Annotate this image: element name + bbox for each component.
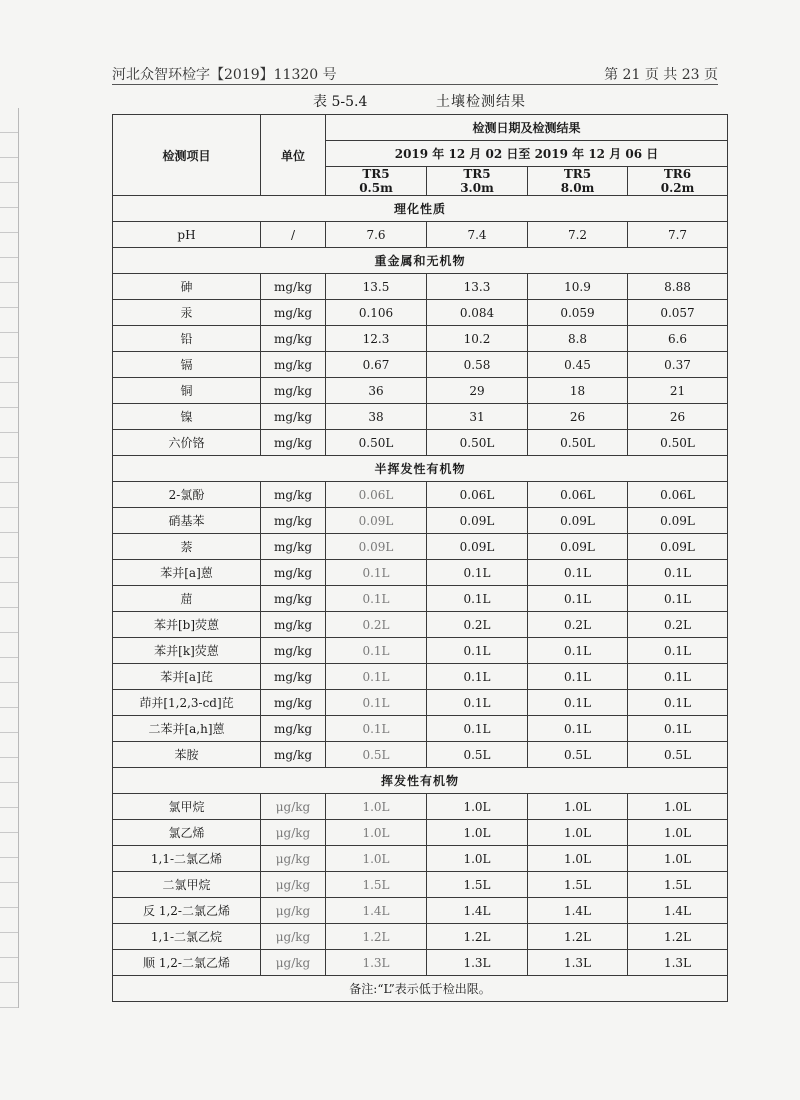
results-table-body	[113, 115, 728, 1002]
value-cell: 0.1L	[326, 690, 427, 716]
unit-cell: mg/kg	[261, 612, 326, 638]
header-row-1	[113, 115, 728, 141]
value-cell: 1.0L	[628, 820, 728, 846]
unit-cell: mg/kg	[261, 638, 326, 664]
value-cell: 36	[326, 378, 427, 404]
page-info: 第 21 页 共 23 页	[604, 67, 718, 83]
unit-cell: mg/kg	[261, 404, 326, 430]
item-cell: 汞	[113, 300, 261, 326]
table-row	[113, 820, 728, 846]
sample-depth: 0.5m	[359, 181, 393, 195]
unit-cell: mg/kg	[261, 300, 326, 326]
table-row	[113, 612, 728, 638]
value-cell: 0.09L	[528, 508, 628, 534]
value-cell: 0.5L	[628, 742, 728, 768]
table-row	[113, 534, 728, 560]
binding-strip	[0, 108, 19, 1008]
value-cell: 0.1L	[326, 638, 427, 664]
item-cell: 镍	[113, 404, 261, 430]
value-cell: 10.9	[528, 274, 628, 300]
value-cell: 1.0L	[528, 820, 628, 846]
table-row	[113, 872, 728, 898]
table-row	[113, 508, 728, 534]
date-range: 2019 年 12 月 02 日至 2019 年 12 月 06 日	[326, 141, 728, 167]
item-cell: pH	[113, 222, 261, 248]
value-cell: 6.6	[628, 326, 728, 352]
value-cell: 1.0L	[326, 846, 427, 872]
item-cell: 茚并[1,2,3-cd]芘	[113, 690, 261, 716]
value-cell: 0.09L	[326, 534, 427, 560]
item-cell: 二氯甲烷	[113, 872, 261, 898]
item-cell: 氯甲烷	[113, 794, 261, 820]
item-cell: 1,1-二氯乙烯	[113, 846, 261, 872]
value-cell: 26	[528, 404, 628, 430]
value-cell: 0.2L	[628, 612, 728, 638]
value-cell: 8.88	[628, 274, 728, 300]
sample-id: TR5	[563, 167, 592, 181]
table-note: 备注:“L”表示低于检出限。	[113, 976, 728, 1002]
value-cell: 0.1L	[427, 716, 528, 742]
value-cell: 1.0L	[427, 794, 528, 820]
sample-depth: 8.0m	[560, 181, 595, 195]
unit-cell: μg/kg	[261, 872, 326, 898]
item-cell: 苯胺	[113, 742, 261, 768]
value-cell: 8.8	[528, 326, 628, 352]
value-cell: 0.09L	[628, 534, 728, 560]
item-cell: 苯并[b]荧蒽	[113, 612, 261, 638]
value-cell: 0.06L	[326, 482, 427, 508]
value-cell: 0.2L	[427, 612, 528, 638]
value-cell: 1.3L	[427, 950, 528, 976]
value-cell: 7.4	[427, 222, 528, 248]
value-cell: 1.5L	[528, 872, 628, 898]
item-cell: 砷	[113, 274, 261, 300]
doc-number: 河北众智环检字【2019】11320 号	[112, 67, 337, 83]
table-row	[113, 690, 728, 716]
section-title: 半挥发性有机物	[113, 456, 728, 482]
value-cell: 0.50L	[528, 430, 628, 456]
value-cell: 1.5L	[628, 872, 728, 898]
value-cell: 1.0L	[528, 846, 628, 872]
value-cell: 0.06L	[427, 482, 528, 508]
sample-id: TR5	[463, 167, 491, 181]
value-cell: 1.5L	[427, 872, 528, 898]
unit-cell: mg/kg	[261, 378, 326, 404]
unit-cell: μg/kg	[261, 820, 326, 846]
value-cell: 0.58	[427, 352, 528, 378]
value-cell: 0.084	[427, 300, 528, 326]
value-cell: 0.1L	[427, 560, 528, 586]
value-cell: 0.06L	[528, 482, 628, 508]
value-cell: 1.0L	[326, 794, 427, 820]
value-cell: 1.2L	[628, 924, 728, 950]
value-cell: 13.3	[427, 274, 528, 300]
value-cell: 0.09L	[427, 534, 528, 560]
value-cell: 0.09L	[628, 508, 728, 534]
unit-cell: μg/kg	[261, 924, 326, 950]
sample-header	[326, 167, 427, 196]
value-cell: 0.1L	[628, 690, 728, 716]
table-row	[113, 482, 728, 508]
item-cell: 萘	[113, 534, 261, 560]
col-item-header: 检测项目	[113, 115, 261, 196]
value-cell: 29	[427, 378, 528, 404]
unit-cell: mg/kg	[261, 586, 326, 612]
value-cell: 0.09L	[528, 534, 628, 560]
value-cell: 0.5L	[528, 742, 628, 768]
section-title: 理化性质	[113, 196, 728, 222]
value-cell: 0.45	[528, 352, 628, 378]
value-cell: 0.50L	[427, 430, 528, 456]
unit-cell: mg/kg	[261, 482, 326, 508]
table-row	[113, 586, 728, 612]
table-row	[113, 326, 728, 352]
value-cell: 1.0L	[628, 846, 728, 872]
note-row	[113, 976, 728, 1002]
value-cell: 18	[528, 378, 628, 404]
unit-cell: mg/kg	[261, 534, 326, 560]
table-row	[113, 742, 728, 768]
unit-cell: mg/kg	[261, 742, 326, 768]
results-table	[112, 114, 728, 1002]
value-cell: 1.0L	[427, 846, 528, 872]
value-cell: 0.37	[628, 352, 728, 378]
value-cell: 1.4L	[427, 898, 528, 924]
value-cell: 0.057	[628, 300, 728, 326]
value-cell: 0.1L	[628, 664, 728, 690]
value-cell: 0.2L	[326, 612, 427, 638]
unit-cell: mg/kg	[261, 716, 326, 742]
value-cell: 0.50L	[326, 430, 427, 456]
page-header	[112, 64, 718, 85]
value-cell: 0.50L	[628, 430, 728, 456]
table-row	[113, 274, 728, 300]
value-cell: 26	[628, 404, 728, 430]
value-cell: 0.059	[528, 300, 628, 326]
section-row	[113, 768, 728, 794]
sample-depth: 3.0m	[460, 181, 494, 195]
value-cell: 0.1L	[326, 716, 427, 742]
table-row	[113, 664, 728, 690]
table-title	[0, 91, 800, 111]
unit-cell: mg/kg	[261, 352, 326, 378]
value-cell: 38	[326, 404, 427, 430]
value-cell: 1.2L	[528, 924, 628, 950]
value-cell: 0.09L	[427, 508, 528, 534]
date-header: 检测日期及检测结果	[326, 115, 728, 141]
sample-depth: 0.2m	[660, 181, 695, 195]
value-cell: 1.4L	[326, 898, 427, 924]
value-cell: 0.106	[326, 300, 427, 326]
value-cell: 0.1L	[427, 690, 528, 716]
value-cell: 0.1L	[326, 586, 427, 612]
sample-header	[528, 167, 628, 196]
value-cell: 1.4L	[528, 898, 628, 924]
section-title: 挥发性有机物	[113, 768, 728, 794]
value-cell: 0.1L	[528, 638, 628, 664]
value-cell: 1.3L	[326, 950, 427, 976]
section-row	[113, 196, 728, 222]
value-cell: 21	[628, 378, 728, 404]
table-row	[113, 638, 728, 664]
item-cell: 2-氯酚	[113, 482, 261, 508]
value-cell: 7.7	[628, 222, 728, 248]
table-row	[113, 846, 728, 872]
unit-cell: μg/kg	[261, 794, 326, 820]
table-row	[113, 352, 728, 378]
value-cell: 0.1L	[628, 716, 728, 742]
table-row	[113, 430, 728, 456]
value-cell: 1.3L	[628, 950, 728, 976]
unit-cell: mg/kg	[261, 690, 326, 716]
value-cell: 0.1L	[628, 560, 728, 586]
unit-cell: mg/kg	[261, 326, 326, 352]
value-cell: 1.3L	[528, 950, 628, 976]
item-cell: 苯并[a]蒽	[113, 560, 261, 586]
table-name: 土壤检测结果	[436, 94, 526, 110]
value-cell: 1.0L	[628, 794, 728, 820]
unit-cell: μg/kg	[261, 846, 326, 872]
item-cell: 铜	[113, 378, 261, 404]
table-row	[113, 950, 728, 976]
value-cell: 10.2	[427, 326, 528, 352]
item-cell: 硝基苯	[113, 508, 261, 534]
value-cell: 0.5L	[326, 742, 427, 768]
unit-cell: mg/kg	[261, 664, 326, 690]
value-cell: 0.1L	[427, 586, 528, 612]
unit-cell: mg/kg	[261, 560, 326, 586]
sample-header	[427, 167, 528, 196]
table-row	[113, 404, 728, 430]
value-cell: 0.2L	[528, 612, 628, 638]
value-cell: 0.1L	[528, 716, 628, 742]
value-cell: 0.1L	[326, 664, 427, 690]
value-cell: 0.1L	[427, 664, 528, 690]
item-cell: 反 1,2-二氯乙烯	[113, 898, 261, 924]
value-cell: 0.5L	[427, 742, 528, 768]
unit-cell: mg/kg	[261, 274, 326, 300]
value-cell: 31	[427, 404, 528, 430]
value-cell: 1.4L	[628, 898, 728, 924]
value-cell: 0.06L	[628, 482, 728, 508]
item-cell: 䓛	[113, 586, 261, 612]
item-cell: 苯并[k]荧蒽	[113, 638, 261, 664]
table-row	[113, 794, 728, 820]
sample-header	[628, 167, 728, 196]
value-cell: 0.1L	[528, 586, 628, 612]
unit-cell: μg/kg	[261, 898, 326, 924]
unit-cell: μg/kg	[261, 950, 326, 976]
value-cell: 0.1L	[628, 586, 728, 612]
value-cell: 1.5L	[326, 872, 427, 898]
item-cell: 苯并[a]芘	[113, 664, 261, 690]
value-cell: 0.09L	[326, 508, 427, 534]
item-cell: 顺 1,2-二氯乙烯	[113, 950, 261, 976]
item-cell: 1,1-二氯乙烷	[113, 924, 261, 950]
sample-id: TR5	[362, 167, 390, 181]
table-row	[113, 378, 728, 404]
section-row	[113, 456, 728, 482]
value-cell: 7.2	[528, 222, 628, 248]
item-cell: 氯乙烯	[113, 820, 261, 846]
table-row	[113, 716, 728, 742]
item-cell: 镉	[113, 352, 261, 378]
table-row	[113, 300, 728, 326]
table-row	[113, 898, 728, 924]
value-cell: 0.1L	[326, 560, 427, 586]
table-row	[113, 924, 728, 950]
value-cell: 0.1L	[427, 638, 528, 664]
value-cell: 1.2L	[326, 924, 427, 950]
value-cell: 13.5	[326, 274, 427, 300]
value-cell: 7.6	[326, 222, 427, 248]
value-cell: 1.0L	[427, 820, 528, 846]
sample-id: TR6	[663, 167, 692, 181]
unit-cell: /	[261, 222, 326, 248]
value-cell: 1.0L	[326, 820, 427, 846]
unit-cell: mg/kg	[261, 508, 326, 534]
section-row	[113, 248, 728, 274]
table-row	[113, 560, 728, 586]
unit-cell: mg/kg	[261, 430, 326, 456]
value-cell: 0.1L	[528, 690, 628, 716]
value-cell: 1.0L	[528, 794, 628, 820]
value-cell: 0.1L	[528, 560, 628, 586]
value-cell: 1.2L	[427, 924, 528, 950]
item-cell: 二苯并[a,h]蒽	[113, 716, 261, 742]
item-cell: 铅	[113, 326, 261, 352]
value-cell: 0.1L	[528, 664, 628, 690]
value-cell: 12.3	[326, 326, 427, 352]
table-number: 表 5-5.4	[313, 94, 368, 110]
col-unit-header: 单位	[261, 115, 326, 196]
value-cell: 0.67	[326, 352, 427, 378]
item-cell: 六价铬	[113, 430, 261, 456]
value-cell: 0.1L	[628, 638, 728, 664]
section-title: 重金属和无机物	[113, 248, 728, 274]
table-row	[113, 222, 728, 248]
